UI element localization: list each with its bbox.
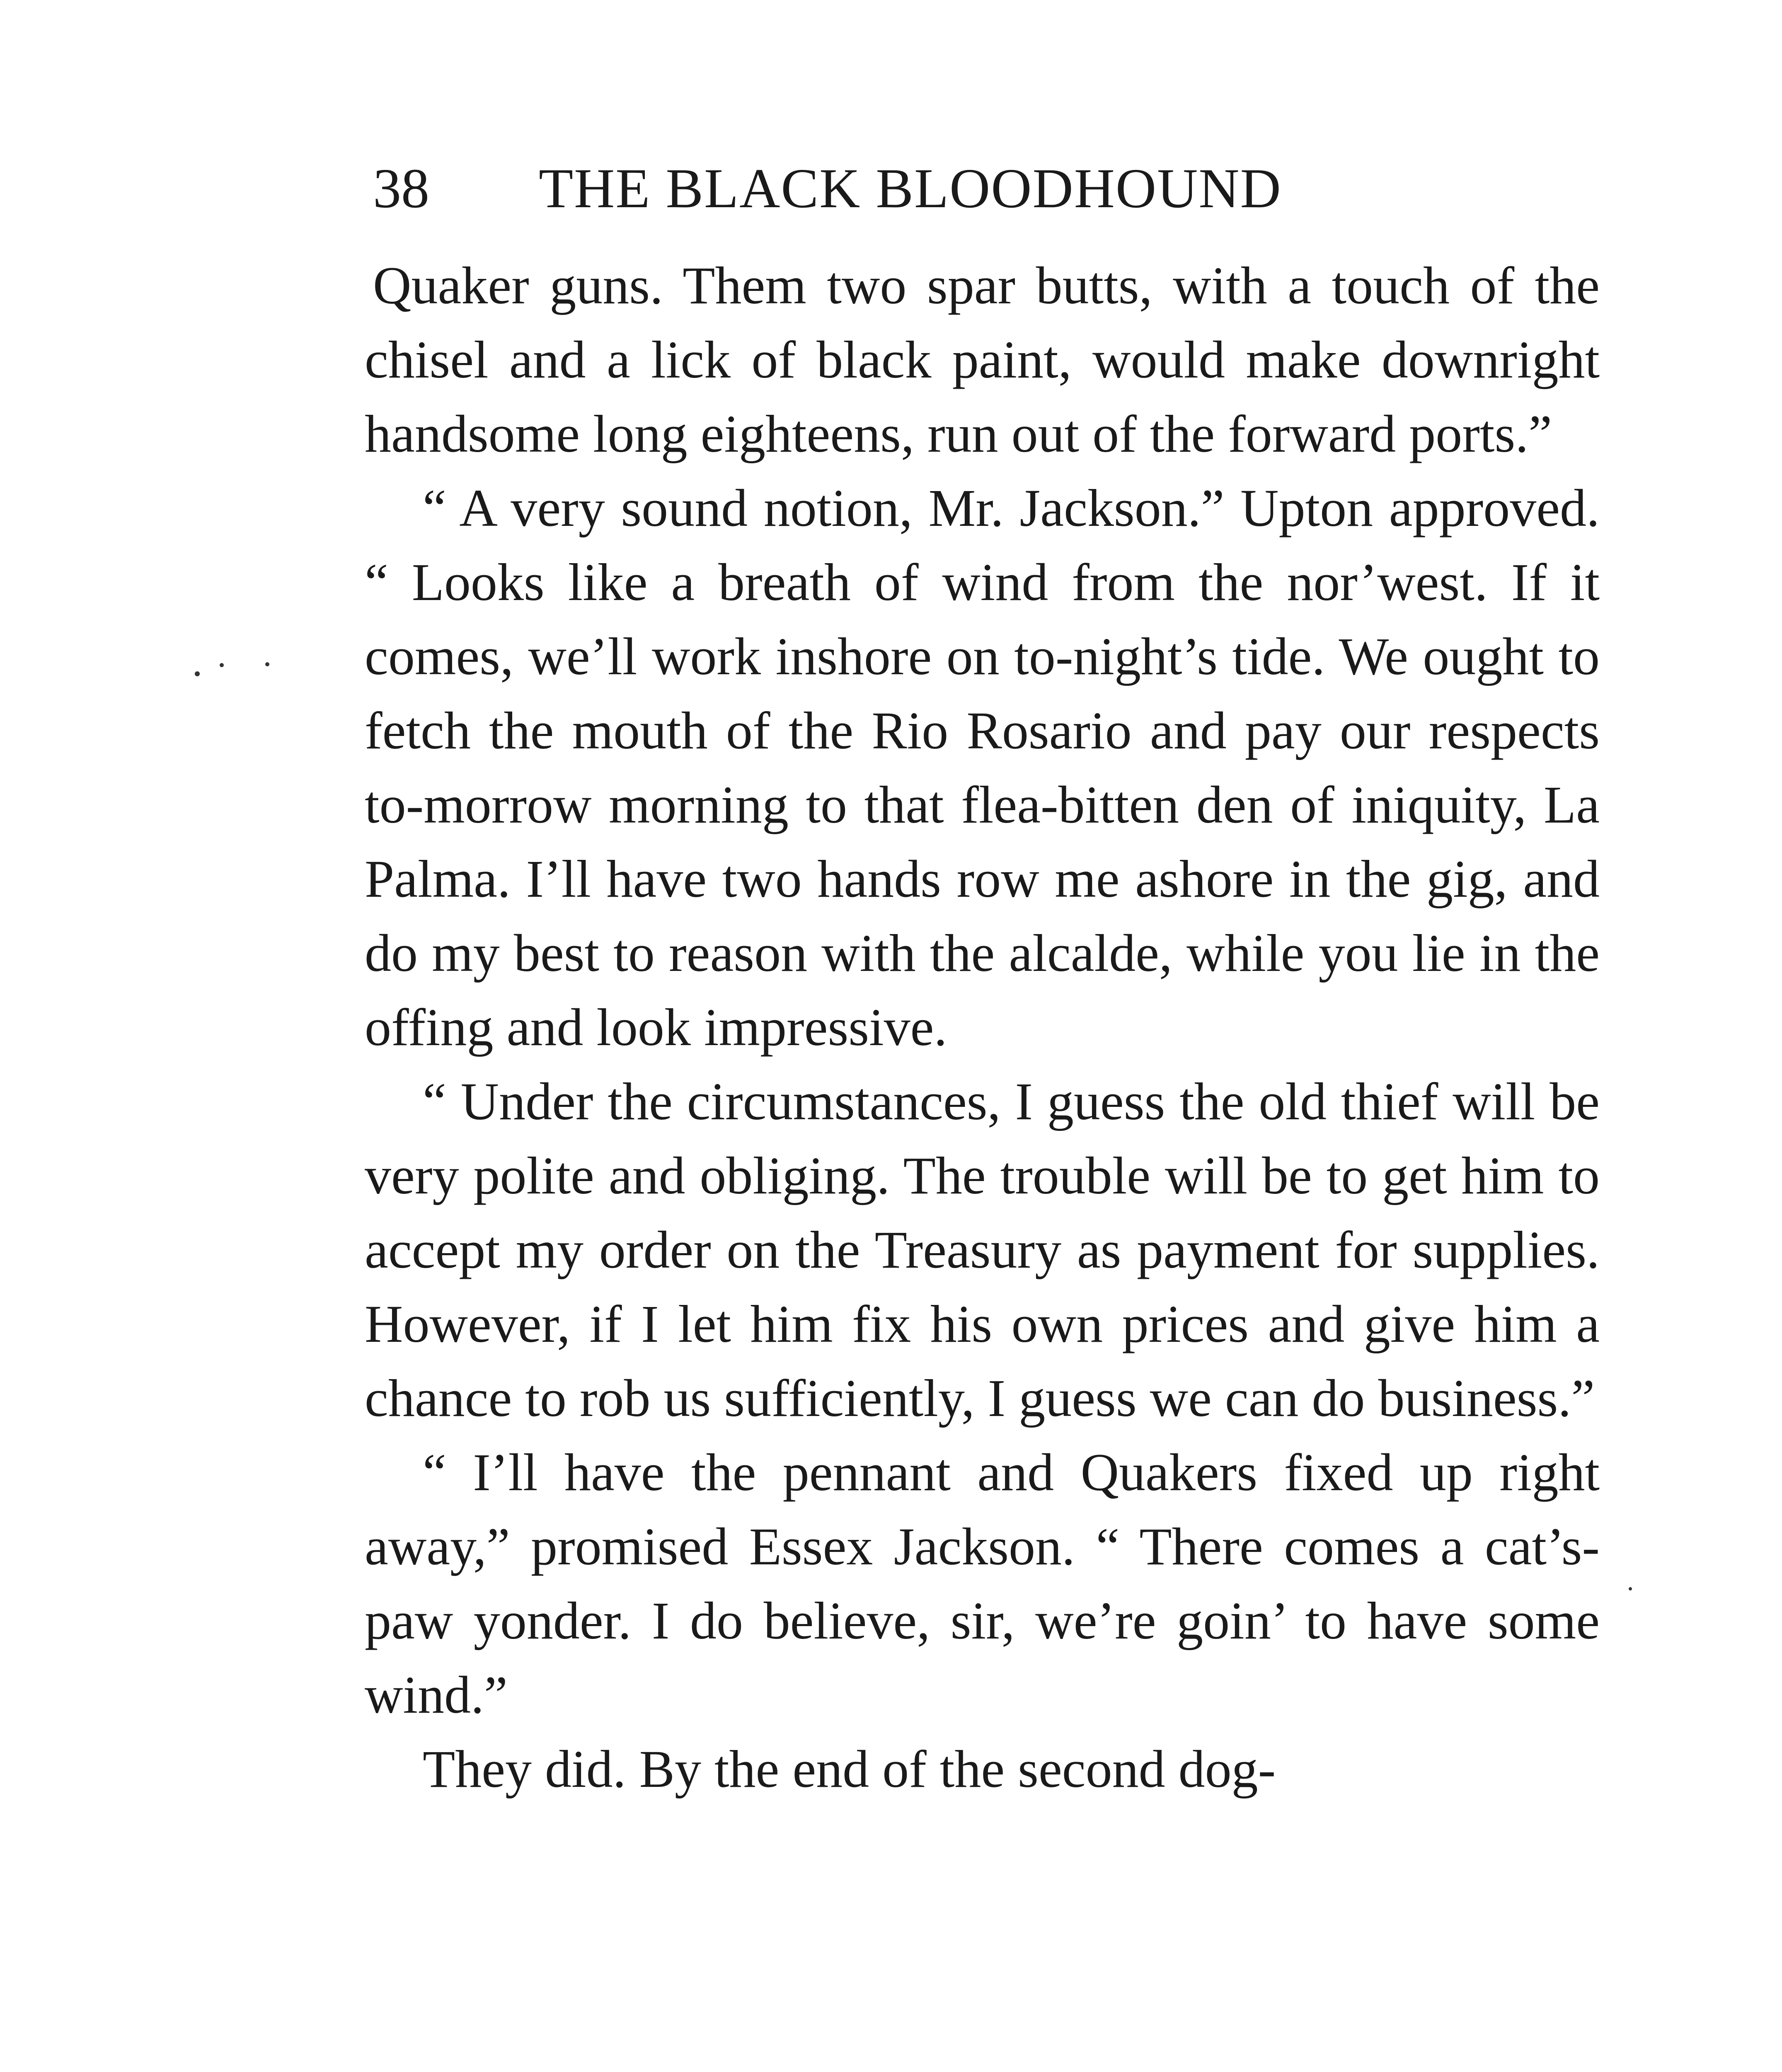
paragraph: “ Under the circumstances, I guess the old thief will be very polite and obliging. The trouble will be to get him to accept my order on the Treasury as payment for supplies. However, if I let him fix his own prices and give him a chance to rob us sufficiently, I guess we can do business.” — [365, 1072, 1600, 1428]
paragraph: They did. By the end of the second dog- — [423, 1740, 1276, 1798]
paragraph: “ I’ll have the pennant and Quakers fixed up right away,” promised Essex Jackson. “ There comes a cat’s-paw yonder. I do believe, sir, we’re goin’ to have some wind.” — [365, 1443, 1600, 1724]
scan-speck — [1629, 1587, 1632, 1590]
body-text — [365, 249, 1600, 1806]
page-header — [373, 153, 1450, 224]
scan-speck — [220, 663, 224, 667]
paragraph: “ A very sound notion, Mr. Jackson.” Upton approved. “ Looks like a breath of wind from the nor’west. If it comes, we’ll work inshore on to-night’s tide. We ought to fetch the mouth of the Rio Rosario and pay our respects to-morrow morning to that flea-bitten den of iniquity, La Palma. I’ll have two hands row me ashore in the gig, and do my best to reason with the alcalde, while you lie in the offing and look impressive. — [365, 479, 1600, 1057]
scan-speck — [195, 671, 200, 676]
paragraph: Quaker guns. Them two spar butts, with a touch of the chisel and a lick of black paint, would make downright handsome long eighteens, run out of the forward ports.” — [365, 256, 1600, 463]
scan-speck — [265, 662, 269, 666]
page-number: 38 — [373, 157, 429, 220]
running-title: THE BLACK BLOODHOUND — [539, 157, 1282, 220]
